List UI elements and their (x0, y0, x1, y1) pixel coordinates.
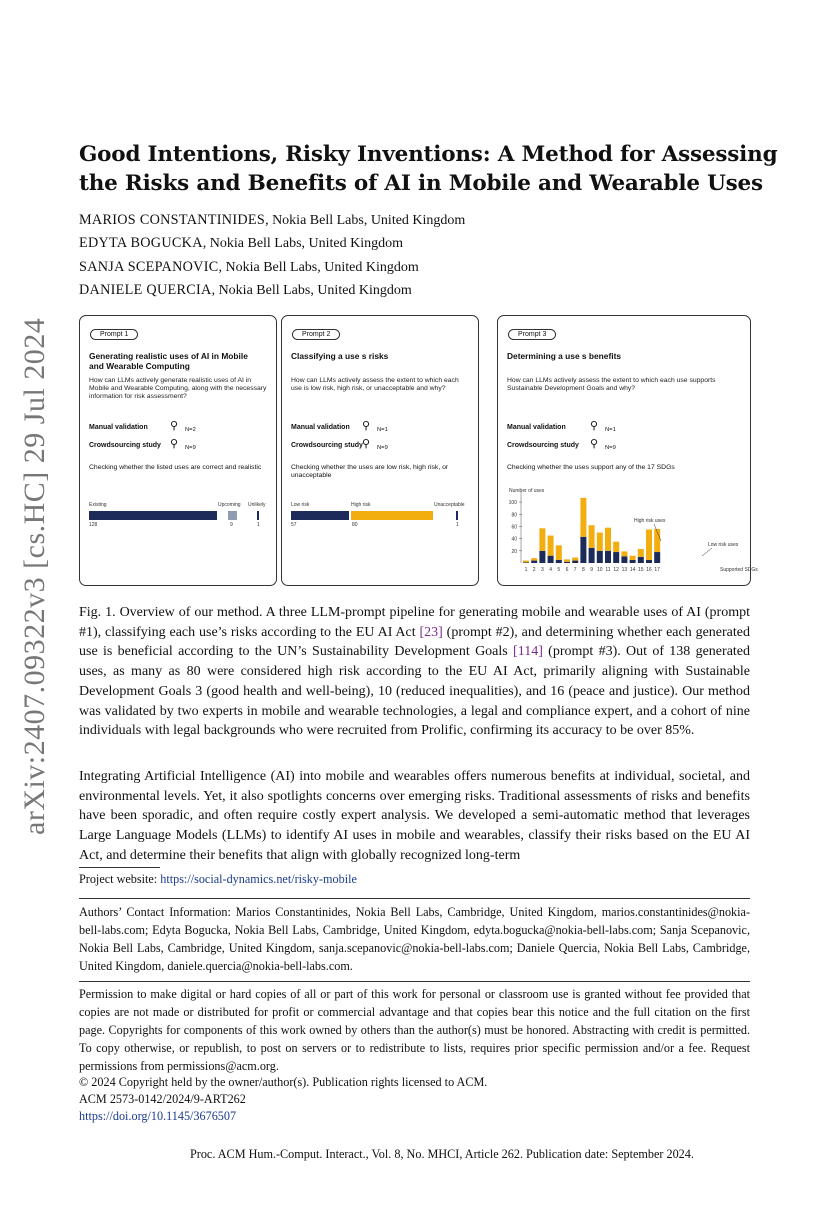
person-icon: ⚲ (590, 438, 599, 450)
x-tick-label: 5 (557, 567, 561, 573)
bar-low-risk-sdg-4 (548, 556, 554, 563)
author-entry (79, 256, 465, 279)
divider (79, 981, 750, 982)
x-tick-label: 14 (629, 567, 636, 573)
bar-label: Upcoming (218, 502, 241, 508)
prompt-pill: Prompt 3 (508, 329, 556, 340)
author-affiliation: , Nokia Bell Labs, United Kingdom (265, 213, 466, 228)
x-tick-label: 17 (654, 567, 660, 573)
panel-question: How can LLMs actively assess the extent to which each use supports Sustainable Development Goals and why? (507, 377, 716, 392)
y-tick-label: 80 (511, 512, 517, 519)
panel-heading: Determining a use s benefits (507, 351, 622, 361)
bar-high-risk-sdg-1 (523, 561, 529, 563)
author-entry (79, 209, 465, 232)
bar-high-risk-sdg-6 (564, 559, 570, 561)
figure-caption (79, 603, 750, 741)
annotation-leader (702, 548, 712, 556)
author-entry (79, 232, 465, 255)
bar-low-risk-sdg-9 (589, 548, 595, 563)
bar-low-risk-sdg-6 (564, 562, 570, 563)
y-axis-label: Number of uses (509, 488, 545, 494)
bar-value: 80 (352, 522, 358, 528)
paper-title: Good Intentions, Risky Inventions: A Method for Assessing the Risks and Benefits of AI in Mobile and Wearable Uses (79, 142, 778, 196)
y-tick-label: 40 (511, 536, 517, 543)
sample-size: N=9 (185, 445, 196, 451)
acm-reference: ACM 2573-0142/2024/9-ART262 (79, 1092, 246, 1106)
x-tick-label: 12 (613, 567, 619, 573)
x-tick-label: 16 (646, 567, 652, 573)
bar-high-risk-sdg-16 (646, 530, 652, 560)
bar-value: 1 (257, 522, 260, 528)
person-icon: ⚲ (170, 438, 179, 450)
y-tick-label: 100 (508, 500, 517, 507)
bar-unacceptable (456, 511, 458, 520)
divider (79, 898, 750, 899)
sample-size: N=9 (605, 445, 616, 451)
caption-text: (prompt #2), and determining whether each generated use is beneficial according to the UN’s Sustainability Development Goals (79, 624, 750, 660)
x-tick-label: 15 (638, 567, 644, 573)
bar-unlikely (257, 511, 259, 520)
bar-label: Low risk (291, 502, 310, 508)
project-label: Project website: (79, 872, 161, 886)
bar-low-risk-sdg-17 (654, 552, 660, 563)
manual-validation-label: Manual validation (89, 424, 148, 431)
x-tick-label: 7 (573, 567, 577, 573)
bar-existing (89, 511, 217, 520)
prompt-panel-1 (79, 315, 277, 586)
bar-high-risk-sdg-3 (539, 528, 545, 551)
bar-low-risk (291, 511, 349, 520)
bar-value: 128 (89, 522, 98, 528)
manual-validation-label: Manual validation (291, 424, 350, 431)
crowdsourcing-label: Crowdsourcing study (291, 442, 363, 449)
abstract-paragraph: Integrating Artificial Intelligence (AI) into mobile and wearables offers numerous benefits at individual, societal, and environmental levels. Yet, it also spotlights concerns over emerging risks. Traditional assessments of risks and benefits have been sporadic, and often require costly expert analysis. We developed a semi-automatic method that leverages Large Language Models (LLMs) to identify AI uses in mobile and wearables, classify their risks based on the EU AI Act, and determine their benefits that align with globally recognized long-term (79, 769, 750, 863)
bar-low-risk-sdg-12 (613, 552, 619, 563)
project-website (79, 872, 357, 887)
person-icon: ⚲ (362, 438, 371, 450)
author-name: MARIOS CONSTANTINIDES (79, 212, 266, 228)
bar-high-risk-sdg-14 (630, 556, 636, 560)
bar-high-risk-sdg-8 (580, 498, 586, 537)
bar-upcoming (228, 511, 237, 520)
bar-high-risk-sdg-5 (556, 545, 562, 560)
permission-notice: Permission to make digital or hard copies of all or part of this work for personal or classroom use is granted without fee provided that copies are not made or distributed for profit or commercial advantage and that copies bear this notice and the full citation on the first page. Copyrights for components of this work owned by others than the author(s) must be honored. Abstracting with credit is permitted. To copy otherwise, or republish, to post on servers or to redistribute to lists, requires prior specific permission and/or a fee. Request permissions from permissions@acm.org. (79, 987, 750, 1073)
copyright-line: © 2024 Copyright held by the owner/author(s). Publication rights licensed to ACM. (79, 1075, 488, 1089)
x-tick-label: 9 (590, 567, 593, 573)
bar-value: 57 (291, 522, 297, 528)
doi-link[interactable]: https://doi.org/10.1145/3676507 (79, 1109, 237, 1123)
author-entry (79, 279, 465, 302)
validation-description: Checking whether the listed uses are correct and realistic (89, 464, 262, 471)
validation-description: Checking whether the uses are low risk, high risk, or unacceptable (291, 464, 449, 479)
sample-size: N=1 (605, 427, 616, 433)
x-tick-label: 1 (524, 567, 528, 573)
sample-size: N=9 (377, 445, 388, 451)
manual-validation-label: Manual validation (507, 424, 566, 431)
prompt-panel-3 (497, 315, 758, 586)
x-tick-label: 13 (621, 567, 628, 573)
bar-label: Unacceptable (434, 502, 465, 508)
caption-text: (prompt #3). Out of 138 generated uses, as many as 80 were considered high risk according to the EU AI Act, primarily aligning with Sustainable Development Goals 3 (good health and well-being), 10 (reduced inequalities), and 16 (peace and justice). Our method was validated by two experts in mobile and wearable technologies, a legal and compliance expert, and a cohort of nine individuals with legal backgrounds who were recruited from Prolific, confirming its accuracy to be over 85%. (79, 644, 751, 739)
prompt-panel-2 (281, 315, 479, 586)
project-link[interactable]: https://social-dynamics.net/risky-mobile (160, 872, 357, 886)
bar-high-risk-sdg-12 (613, 542, 619, 552)
y-tick-label: 20 (511, 548, 517, 555)
bar-high-risk-sdg-2 (531, 558, 537, 560)
panel-heading: Classifying a use s risks (291, 351, 389, 361)
sample-size: N=2 (185, 427, 196, 433)
author-affiliation: , Nokia Bell Labs, United Kingdom (211, 282, 412, 298)
x-axis-label: Supported SDGs (720, 567, 758, 573)
bar-high-risk-sdg-10 (597, 533, 603, 551)
bar-high-risk-sdg-13 (621, 551, 627, 556)
bar-low-risk-sdg-15 (638, 557, 644, 563)
author-affiliation: , Nokia Bell Labs, United Kingdom (218, 259, 419, 275)
x-tick-label: 8 (582, 567, 585, 573)
bar-low-risk-sdg-7 (572, 561, 578, 563)
footnote-divider (79, 867, 160, 868)
citation-link[interactable]: [23] (419, 624, 443, 640)
crowdsourcing-label: Crowdsourcing study (507, 442, 579, 449)
validation-description: Checking whether the uses support any of the 17 SDGs (507, 464, 675, 471)
bar-label: High risk (351, 502, 371, 508)
sample-size: N=1 (377, 427, 388, 433)
bar-high-risk (351, 511, 433, 520)
bar-high-risk-sdg-9 (589, 525, 595, 548)
x-tick-label: 3 (541, 567, 544, 573)
crowdsourcing-label: Crowdsourcing study (89, 442, 161, 449)
author-affiliation: , Nokia Bell Labs, United Kingdom (202, 236, 404, 252)
panel-question: How can LLMs actively assess the extent to which each use is low risk, high risk, or unacceptable and why? (291, 377, 459, 392)
x-tick-label: 6 (565, 567, 569, 573)
author-name: EDYTA BOGUCKA (79, 235, 203, 252)
author-list (79, 209, 465, 302)
bar-label: Existing (89, 502, 107, 508)
annotation-low-risk: Low risk uses (708, 542, 739, 548)
sdg-bar-chart (498, 316, 758, 585)
bar-low-risk-sdg-5 (556, 560, 562, 563)
bar-low-risk-sdg-2 (531, 561, 537, 563)
person-icon: ⚲ (170, 420, 179, 432)
bar-label: Unlikely (248, 502, 266, 508)
annotation-high-risk: High risk uses (634, 518, 666, 524)
x-tick-label: 11 (605, 567, 611, 573)
x-tick-label: 10 (597, 567, 603, 573)
bar-high-risk-sdg-11 (605, 528, 611, 551)
bar-low-risk-sdg-16 (646, 560, 652, 563)
y-tick-label: 60 (511, 524, 517, 531)
bar-low-risk-sdg-10 (597, 551, 603, 563)
prompt-pill: Prompt 1 (90, 329, 138, 340)
prompt-pill: Prompt 2 (292, 329, 340, 340)
bar-low-risk-sdg-14 (630, 560, 636, 563)
bar-high-risk-sdg-7 (572, 558, 578, 561)
bar-value: 9 (230, 522, 233, 528)
person-icon: ⚲ (362, 420, 371, 432)
author-name: SANJA SCEPANOVIC (79, 258, 219, 275)
x-tick-label: 4 (549, 567, 552, 573)
bar-high-risk-sdg-4 (548, 536, 554, 556)
x-tick-label: 2 (532, 567, 536, 573)
caption-text: Fig. 1. Overview of our method. A three LLM-prompt pipeline for generating mobile and wearable uses of AI (prompt #1), classifying each use’s risks according to the EU AI Act (79, 605, 750, 640)
person-icon: ⚲ (590, 420, 599, 432)
arxiv-identifier: arXiv:2407.09322v3 [cs.HC] 29 Jul 2024 (18, 317, 51, 835)
bar-low-risk-sdg-8 (580, 537, 586, 563)
bar-low-risk-sdg-3 (539, 551, 545, 563)
bar-low-risk-sdg-1 (523, 562, 529, 563)
contact-information: Authors’ Contact Information: Marios Constantinides, Nokia Bell Labs, Cambridge, United Kingdom, marios.constantinides@nokia-bell-labs.com; Edyta Bogucka, Nokia Bell Labs, Cambridge, United Kingdom, edyta.bogucka@nokia-bell-labs.com; Sanja Scepanovic, Nokia Bell Labs, Cambridge, United Kingdom, sanja.scepanovic@nokia-bell-labs.com; Daniele Quercia, Nokia Bell Labs, Cambridge, United Kingdom, daniele.quercia@nokia-bell-labs.com. (79, 905, 750, 973)
bar-value: 1 (456, 522, 459, 528)
bar-high-risk-sdg-15 (638, 549, 644, 557)
page-footer: Proc. ACM Hum.-Comput. Interact., Vol. 8, No. MHCI, Article 262. Publication date: September 2024. (190, 1147, 694, 1161)
panel-question: How can LLMs actively generate realistic uses of AI in Mobile and Wearable Computing, along with the necessary information for risk assessment? (89, 377, 267, 400)
panel-heading: Generating realistic uses of AI in Mobile and Wearable Computing (89, 351, 248, 371)
citation-link[interactable]: [114] (513, 644, 543, 660)
figure-1 (79, 315, 758, 586)
author-name: DANIELE QUERCIA (79, 281, 212, 298)
bar-low-risk-sdg-11 (605, 551, 611, 563)
bar-low-risk-sdg-13 (621, 556, 627, 563)
